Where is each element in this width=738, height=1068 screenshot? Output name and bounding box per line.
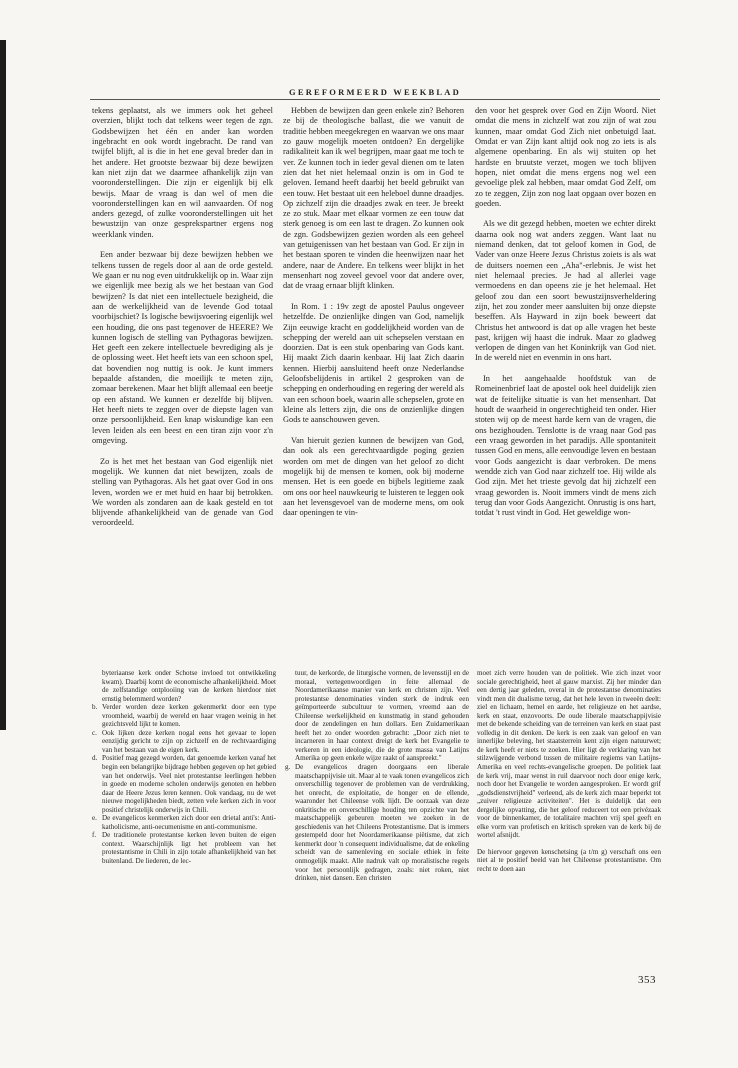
- footnotes-column-2: [285, 669, 469, 883]
- column-2: [283, 106, 464, 529]
- footnote-item: [285, 763, 469, 883]
- footnote-text: byteriaanse kerk onder Schotse invloed tot ontwikkeling kwam). Daarbij komt de economische afhankelijkheid. Moet de zelfstandige ontplooiing van de kerken hierdoor niet ernstig belemmerd worden?: [102, 669, 276, 703]
- footnote-label: f.: [92, 831, 97, 840]
- paragraph: Als we dit gezegd hebben, moeten we echter direkt daarna ook nog wat anders zeggen. Want laat nu niemand denken, dat tot geloof komen in God, de Vader van onze Heere Jezus Christus zoiets is als wat de duitsers noemen een „Aha"-erlebnis. Je wist het niet helemaal precies. Je had al allerlei vage vermoedens en dan opeens zie je het helemaal. Het geloof zou dan een soort bewustzijnsverheldering zijn, het zou zonder meer aansluiten bij onze diepste beseffen. Als Hayward in zijn boek beweert dat Christus het antwoord is dat op alle vragen het beste past, krijgen wij haast die indruk. Maar zo gladweg verlopen de dingen van het Koninkrijk van God niet. In de wereld niet en evenmin in ons hart.: [475, 219, 656, 363]
- page-number: 353: [638, 974, 656, 986]
- binding-edge: [0, 40, 6, 730]
- footnote-label: c.: [92, 728, 97, 737]
- footnote-label: d.: [92, 754, 98, 763]
- paragraph: Hebben de bewijzen dan geen enkele zin? Behoren ze bij de theologische ballast, die we vanuit de traditie hebben meegekregen en waarvan we ons maar zo gauw mogelijk moeten ontdoen? En dergelijke radikaliteit kan ik wel begrijpen, maar gaat me toch te ver. Ze kunnen toch in ieder geval dienen om te laten zien dat het niet helemaal onzin is om in God te geloven. Iemand heeft daarbij het beeld gebruikt van een touw. Het bestaat uit een heleboel dunne draadjes. Op zichzelf zijn die draadjes zwak en teer. Je breekt ze zo stuk. Maar met elkaar vormen ze een touw dat sterk genoeg is om een last te dragen. Zo kunnen ook de zgn. Godsbewijzen gezien worden als een geheel van getuigenissen van het bestaan van God. Er zijn in het bestaan sporen te vinden die heenwijzen naar het andere, naar de Andere. En telkens weer blijkt in het mensenhart nog zoveel gevoel voor dat andere over, dat de vraag ernaar blijft klinken.: [283, 106, 464, 291]
- footnote-text: De traditionele protestantse kerken leven buiten de eigen context. Waarschijnlijk ligt het probleem van het protestantisme in Chili in zijn totale afhankelijkheid van het buitenland. De liederen, de lec-: [102, 831, 276, 866]
- header-rule: [90, 99, 660, 100]
- footnote-text: De hiervoor gegeven kenschetsing (a t/m g) verschaft ons een niet al te positief beeld van het Chileense protestantisme. Om recht te doen aan: [477, 847, 661, 874]
- paragraph: In Rom. 1 : 19v zegt de apostel Paulus ongeveer hetzelfde. De onzienlijke dingen van God, namelijk Zijn eeuwige kracht en goddelijkheid worden van de schepping der wereld aan uit schepselen verstaan en doorzien. Dat is een stuk openbaring van Gods kant. Hij maakt Zich daarin kenbaar. Hij laat Zich daarin kennen. Hierbij aansluitend heeft onze Nederlandse Geloofsbelijdenis in artikel 2 gesproken van de schepping en onderhouding en regering der wereld als van een schoon boek, waarin alle schepselen, grote en kleine als letters zijn, die ons de onzienlijke dingen Gods te aanschouwen geven.: [283, 301, 464, 425]
- footnotes-column-1: [92, 669, 276, 866]
- paragraph: Van hieruit gezien kunnen de bewijzen van God, dan ook als een gerechtvaardigde poging gezien worden om met de dingen van het geloof zo dicht mogelijk bij de mensen te komen, ook bij moderne mensen. Het is een goede en bijbels legitieme zaak om ons oor heel nauwkeurig te luisteren te leggen ook aan het levensgevoel van de moderne mens, om ook daar openingen te vin-: [283, 435, 464, 518]
- paragraph: tekens geplaatst, als we immers ook het geheel overzien, blijkt toch dat telkens weer tegen de zgn. Godsbewijzen het één en ander kan worden ingebracht en ook wordt ingebracht. De rand van twijfel blijft, al is die in het ene geval breder dan in het andere. Het grootste bezwaar bij deze bewijzen kan niet zijn dat we daarmee afhankelijk zijn van vooronderstellingen. Die zijn er eigenlijk bij elk bewijs. Maar de vraag is dan wel of men die vooronderstellingen kan en wil aanvaarden. Of nog anders gezegd, of zulke vooronderstellingen uit het bewustzijn van onze gesprekspartner ergens nog weerklank vinden.: [92, 106, 273, 239]
- column-1: [92, 106, 273, 539]
- footnote-item: [92, 831, 276, 865]
- footnote-item: [92, 703, 276, 729]
- footnote-text: Ook lijken deze kerken nogal eens het gevaar te lopen eenzijdig gericht te zijn op zichzelf en de rechtvaardiging van het bestaan van de eigen kerk.: [102, 728, 276, 754]
- paragraph: Zo is het met het bestaan van God eigenlijk niet mogelijk. We kunnen dat niet bewijzen, zoals de stelling van Pythagoras. Als het gaat over God in ons leven, worden we er met huid en haar bij betrokken. We worden als zondaren aan de kaak gesteld en tot blijvende afhankelijkheid van de genade van God veroordeeld.: [92, 456, 273, 528]
- footnote-label: b.: [92, 703, 98, 712]
- column-3: [475, 106, 656, 529]
- footnotes-column-3: [477, 669, 661, 874]
- footnote-label: e.: [92, 814, 97, 823]
- footnote-item: [92, 754, 276, 814]
- footnote-text: moet zich verre houden van de politiek. Wie zich inzet voor sociale gerechtigheid, heet al gauw marxist. Zij her minder dan een dertig jaar geleden, overal in de protestantse denominaties vindt men dit dualisme terug, dat het hele leven in tweeën deelt: ziel en lichaam, hemel en aarde, het religieuze en het aardse, kerk en staat, enzovoorts. De oude liberale maatschappijvisie met de bekende scheiding van de terreinen van kerk en staat past volledig in dit denken. De kerk is een zaak van geloof en van innerlijke beleving, het staatsterrein kent zijn eigen natuurwet; de kerk heeft er niets te zoeken. Hier ligt de verklaring van het stilzwijgende verbond tussen de militaire regiems van Latijns-Amerika en veel rechts-evangelische groepen. De politiek laat de kerk vrij, maar wenst in ruil daarvoor noch door enige kerk, noch door het Evangelie te worden aangesproken. Er wordt grif „godsdienstvrijheid" verleend, als de kerk zich maar beperkt tot „zuiver religieuze activiteiten". Het is duidelijk dat een dergelijke opvatting, die het geloof reduceert tot een privézaak voor de binnenkamer, de totalitaire machten vrij spel geeft en elke vorm van profetisch en kritisch spreken van de kerk bij de wortel afsnijdt.: [477, 669, 661, 840]
- paragraph: Een ander bezwaar bij deze bewijzen hebben we telkens tussen de regels door al aan de orde gesteld. We gaan er nu nog even uitdrukkelijk op in. Waar zijn we eigenlijk mee bezig als we het bestaan van God bewijzen? Is dat niet een intellectuele bezigheid, die aan de werkelijkheid van de levende God totaal voorbijschiet? Is logische bewijsvoering eigenlijk wel een houding, die ons past tegenover de HEERE? We kunnen logisch de stelling van Pythagoras bewijzen. Het geeft een zekere intellectuele bevrediging als je de oplossing weet. Het heeft iets van een schoon spel, dat bovendien nog nuttig is ook. Je kunt immers bepaalde afstanden, die moeilijk te meten zijn, zomaar berekenen. Maar het blijft allemaal een beetje op een afstand. We kunnen er dezelfde bij blijven. Het heeft niets te zeggen over de diepste lagen van onze persoonlijkheid. Een knap wiskundige kan een leven leiden als een beest en een tiran zijn voor z'n omgeving.: [92, 250, 273, 445]
- footnote-label: g.: [285, 763, 291, 772]
- paragraph: den voor het gesprek over God en Zijn Woord. Niet omdat die mens in zichzelf wat zou zijn of wat zou kunnen, maar omdat God Zich niet onbetuigd laat. Omdat er van Zijn kant altijd ook nog zo iets is als algemene openbaring. En als wij stuiten op het hardste en bruutste verzet, mogen we toch blijven hopen, niet omdat die mens ergens nog wel een gevoelige plek zal hebben, maar omdat God Zelf, om zo te zeggen, Zijn zon nog laat opgaan over bozen en goeden.: [475, 106, 656, 208]
- footnote-text: De evangelicos kenmerken zich door een drietal anti's: Anti-katholicisme, anti-oecumenisme en anti-communisme.: [102, 814, 276, 831]
- footnote-item: [92, 814, 276, 831]
- footnote-text: Positief mag gezegd worden, dat genoemde kerken vanaf het begin een belangrijke bijdrage hebben gegeven op het gebied van het onderwijs. Veel niet protestantse leerlingen hebben in goede en moderne scholen onderwijs genoten en hebben daar de Heere Jezus leren kennen. Ook vandaag, nu de wet nieuwe mogelijkheden biedt, zetten vele kerken zich in voor positief christelijk onderwijs in Chili.: [102, 754, 276, 814]
- running-header: GEREFORMEERD WEEKBLAD: [289, 87, 461, 97]
- footnote-text: tuur, de kerkorde, de liturgische vormen, de levensstijl en de moraal, vertegenwoordigen in feite allemaal de Noordamerikaanse manier van kerk en christen zijn. Veel protestantse denominaties vinden sterk de indruk een geïmporteerde subcultuur te vormen, vreemd aan de Chileense werkelijkheid en kunstmatig in stand gehouden door de zendelingen en hun dollars. Een Zuidamerikaan heeft het zo onder woorden gebracht: „Door zich niet te incarneren in haar context dreigt de kerk het Evangelie te verkeren in een ideologie, die de grote massa van Latijns Amerika op geen enkele wijze raakt of aanspreekt.": [295, 669, 469, 763]
- footnote-text: De evangelicos dragen doorgaans een liberale maatschappijvisie uit. Maar al te vaak tonen evangelicos zich onverschillig tegenover de problemen van de verdrukking, het onrecht, de exploitatie, de honger en de ellende, waaronder het Chileense volk lijdt. De oorzaak van deze onkritische en onverschillige houding ten opzichte van het maatschappelijk gebeuren moeten we zoeken in de geschiedenis van het Chileens Protestantisme. Dat is immers gestempeld door het Noordamerikaanse piëtisme, dat zich kenmerkt door 'n consequent individualisme, dat de enkeling scheidt van de samenleving en sociale ethiek in feite onmogelijk maakt. Alle nadruk valt op moralistische regels voor het persoonlijk gedragen, zoals: niet roken, niet drinken, niet dansen. Een christen: [295, 763, 469, 883]
- footnote-item: [92, 729, 276, 755]
- paragraph: In het aangehaalde hoofdstuk van de Romeinenbrief laat de apostel ook heel duidelijk zien wat de feitelijke situatie is van het mensenhart. Dat houdt de waarheid in ongerechtigheid ten onder. Hier stoten wij op de meest harde kern van de vragen, die ons bezighouden. Tenslotte is de vraag naar God pas een vraag geworden in het paradijs. Alle spontaniteit tussen God en mens, alle eenvoudige leven en bestaan voor Gods aangezicht is daar verbroken. De mens wendde zich van God naar zichzelf toe. Hij wilde als God zijn. Met het trieste gevolg dat hij zichzelf een vraag geworden is. Nooit immers vindt de mens zich terug dan voor Gods Aangezicht. Onrustig is ons hart, totdat 't rust vindt in God. Het geweldige won-: [475, 374, 656, 518]
- footnote-text: Verder worden deze kerken gekenmerkt door een type vroomheid, waarbij de wereld en haar vragen weinig in het gezichtsveld lijkt te komen.: [102, 703, 276, 729]
